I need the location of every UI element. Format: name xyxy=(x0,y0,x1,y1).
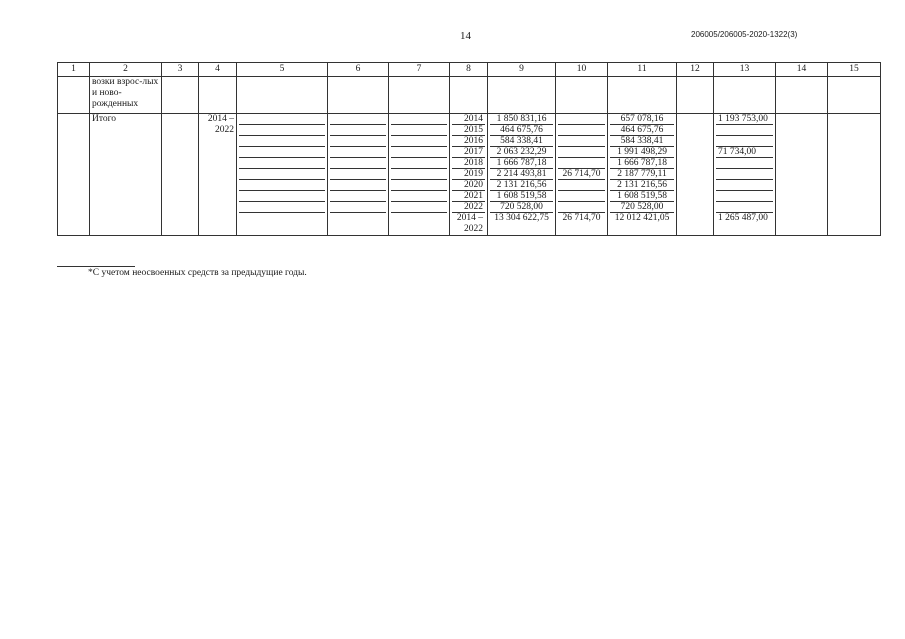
footnote-divider xyxy=(57,266,135,267)
col11-values xyxy=(608,114,677,236)
year-column xyxy=(450,114,488,236)
empty-subcell xyxy=(391,191,447,202)
empty-subcell xyxy=(239,136,325,147)
empty-subcell xyxy=(239,169,325,180)
col-header: 12 xyxy=(677,63,714,77)
col-header: 6 xyxy=(328,63,389,77)
empty-subcell xyxy=(239,114,325,125)
empty-subcell xyxy=(391,125,447,136)
table-cell xyxy=(716,202,773,213)
col6-split xyxy=(328,114,389,236)
empty-subcell xyxy=(391,202,447,213)
empty-subcell xyxy=(239,191,325,202)
table-cell: 2016 xyxy=(452,136,485,147)
col5-split xyxy=(237,114,328,236)
empty-subcell xyxy=(330,180,386,191)
table-cell: 1 608 519,58 xyxy=(610,191,674,202)
page-number: 14 xyxy=(460,30,471,42)
empty-subcell xyxy=(391,169,447,180)
table-cell: 26 714,70 xyxy=(562,213,601,223)
col-header: 1 xyxy=(58,63,90,77)
empty-subcell xyxy=(239,125,325,136)
empty-subcell xyxy=(239,147,325,158)
col9-values xyxy=(488,114,556,236)
table-cell: 2020 xyxy=(452,180,485,191)
empty-subcell xyxy=(330,158,386,169)
empty-subcell xyxy=(239,180,325,191)
table-cell xyxy=(716,136,773,147)
table-cell: 1 608 519,58 xyxy=(490,191,553,202)
empty-subcell xyxy=(239,213,325,235)
col-header: 5 xyxy=(237,63,328,77)
table-cell: 2022 xyxy=(452,202,485,213)
empty-subcell xyxy=(330,147,386,158)
table-cell xyxy=(558,147,605,158)
continuation-row xyxy=(58,77,881,114)
table-cell: 720 528,00 xyxy=(610,202,674,213)
col10-values xyxy=(556,114,608,236)
table-cell xyxy=(716,191,773,202)
empty-subcell xyxy=(330,191,386,202)
table-cell: 1 265 487,00 xyxy=(718,213,768,223)
table-cell: 1 991 498,29 xyxy=(610,147,674,158)
table-cell: 2 131 216,56 xyxy=(490,180,553,191)
table-cell: 464 675,76 xyxy=(610,125,674,136)
period-cell: 2014 – 2022 xyxy=(199,114,237,236)
col-header: 7 xyxy=(389,63,450,77)
table-cell xyxy=(558,191,605,202)
table-cell: 2 063 232,29 xyxy=(490,147,553,158)
empty-subcell xyxy=(330,202,386,213)
table-cell: 2 187 779,11 xyxy=(610,169,674,180)
col-header: 10 xyxy=(556,63,608,77)
table-cell xyxy=(558,158,605,169)
table-cell: 584 338,41 xyxy=(610,136,674,147)
table-cell: 1 850 831,16 xyxy=(490,114,553,125)
col7-split xyxy=(389,114,450,236)
table-cell: 2 214 493,81 xyxy=(490,169,553,180)
col-header: 3 xyxy=(162,63,199,77)
itogo-label: Итого xyxy=(90,114,162,236)
col-header: 9 xyxy=(488,63,556,77)
table-cell xyxy=(716,169,773,180)
empty-subcell xyxy=(330,169,386,180)
table-cell xyxy=(716,125,773,136)
table-cell xyxy=(716,158,773,169)
continuation-text: возки взрос-лых и ново-рожденных xyxy=(90,77,162,114)
table-cell xyxy=(558,114,605,125)
table-cell: 2015 xyxy=(452,125,485,136)
empty-subcell xyxy=(330,213,386,235)
table-cell xyxy=(558,180,605,191)
table-cell: 2018 xyxy=(452,158,485,169)
table-cell: 464 675,76 xyxy=(490,125,553,136)
table-cell: 2019 xyxy=(452,169,485,180)
table-cell: 2014 xyxy=(452,114,485,125)
table-cell: 1 666 787,18 xyxy=(490,158,553,169)
col-header: 4 xyxy=(199,63,237,77)
table-cell: 584 338,41 xyxy=(490,136,553,147)
header-row xyxy=(58,63,881,77)
footnote: *С учетом неосвоенных средств за предыдущие годы. xyxy=(88,268,307,278)
col-header: 13 xyxy=(714,63,776,77)
table-cell: 1 666 787,18 xyxy=(610,158,674,169)
col-header: 15 xyxy=(828,63,881,77)
empty-subcell xyxy=(391,136,447,147)
col-header: 2 xyxy=(90,63,162,77)
table-cell xyxy=(558,202,605,213)
empty-subcell xyxy=(391,114,447,125)
table-cell xyxy=(558,136,605,147)
budget-table xyxy=(57,62,881,236)
total-row xyxy=(58,114,881,236)
empty-subcell xyxy=(391,180,447,191)
table-cell: 2017 xyxy=(452,147,485,158)
table-cell: 12 012 421,05 xyxy=(614,213,670,223)
table-cell: 720 528,00 xyxy=(490,202,553,213)
empty-subcell xyxy=(330,114,386,125)
table-cell: 71 734,00 xyxy=(716,147,773,158)
empty-subcell xyxy=(239,158,325,169)
table-cell: 13 304 622,75 xyxy=(494,213,549,223)
empty-subcell xyxy=(391,147,447,158)
table-cell: 26 714,70 xyxy=(558,169,605,180)
col-header: 8 xyxy=(450,63,488,77)
empty-subcell xyxy=(330,125,386,136)
col-header: 14 xyxy=(776,63,828,77)
col-header: 11 xyxy=(608,63,677,77)
empty-subcell xyxy=(330,136,386,147)
table-cell xyxy=(716,180,773,191)
table-cell: 657 078,16 xyxy=(610,114,674,125)
table-cell xyxy=(558,125,605,136)
empty-subcell xyxy=(239,202,325,213)
document-code: 206005/206005-2020-1322(3) xyxy=(691,30,798,39)
table-cell: 1 193 753,00 xyxy=(716,114,773,125)
empty-subcell xyxy=(391,213,447,235)
empty-subcell xyxy=(391,158,447,169)
col13-values xyxy=(714,114,776,236)
table-cell: 2014 – 2022 xyxy=(456,213,483,234)
table-cell: 2 131 216,56 xyxy=(610,180,674,191)
table-cell: 2021 xyxy=(452,191,485,202)
